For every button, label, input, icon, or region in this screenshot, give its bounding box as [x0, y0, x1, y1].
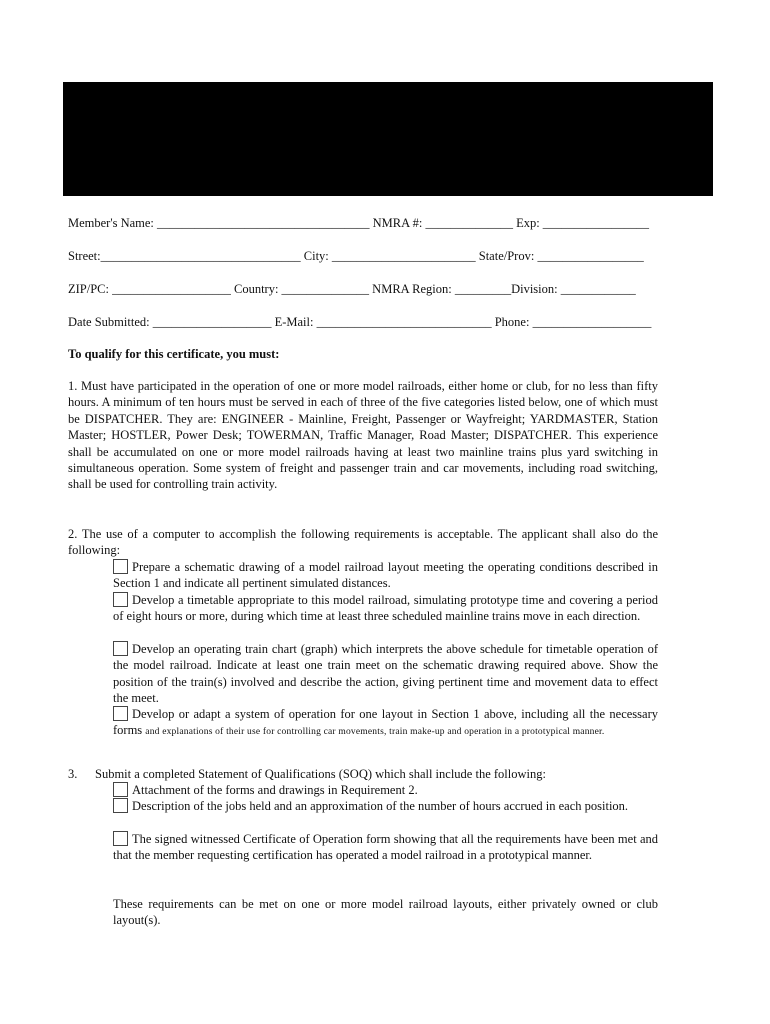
req3-item-certificate: The signed witnessed Certificate of Operation form showing that all the requirements have been met and that the member requesting certification has operated a model railroad in a prototypical manner. [113, 832, 658, 863]
requirement-2-intro: 2. The use of a computer to accomplish the following requirements is acceptable. The applicant shall also do the following: [68, 527, 658, 558]
req2-item-timetable: Develop a timetable appropriate to this model railroad, simulating prototype time and covering a period of eight hours or more, during which time at least three scheduled mainline trains move in each direction. [113, 593, 658, 624]
checkbox[interactable] [113, 782, 128, 797]
street-row[interactable]: Street:________________________________ City: _______________________ State/Prov: _________________ [68, 249, 644, 263]
checkbox[interactable] [113, 706, 128, 721]
requirement-3-number: 3. [68, 767, 78, 781]
date-submitted-row[interactable]: Date Submitted: ___________________ E-Mail: ____________________________ Phone: ___________________ [68, 315, 652, 329]
redacted-header-banner [63, 82, 713, 196]
req3-item-description: Description of the jobs held and an approximation of the number of hours accrued in each position. [113, 798, 678, 814]
requirement-1: 1. Must have participated in the operation of one or more model railroads, either home or club, for no less than fifty hours. A minimum of ten hours must be served in each of three of the five categories listed below, one of which must be DISPATCHER. They are: ENGINEER - Mainline, Freight, Passenger or Wayfreight; YARDMASTER, Station Master; HOSTLER, Power Desk; TOWERMAN, Traffic Manager, Road Master; DISPATCHER. This experience shall be accumulated on one or more model railroads having at least two mainline trains plus yard switching in simultaneous operation. Some system of freight and passenger train and car movements, including road switching, shall be used for controlling train activity. [68, 379, 658, 492]
requirement-3-intro: Submit a completed Statement of Qualifications (SOQ) which shall include the following: [95, 767, 546, 781]
zip-row[interactable]: ZIP/PC: ___________________ Country: ______________ NMRA Region: _________Division: ____________ [68, 282, 636, 296]
checkbox[interactable] [113, 641, 128, 656]
checkbox[interactable] [113, 831, 128, 846]
req2-item-operation-system: Develop or adapt a system of operation for one layout in Section 1 above, including all the necessary forms and explanations of their use for controlling car movements, train make-up and operation in a prototypical manner. [113, 707, 658, 738]
checkbox[interactable] [113, 559, 128, 574]
member-name-row[interactable]: Member's Name: __________________________________ NMRA #: ______________ Exp: _________________ [68, 216, 650, 230]
qualify-heading: To qualify for this certificate, you must: [68, 347, 280, 361]
checkbox[interactable] [113, 798, 128, 813]
closing-note: These requirements can be met on one or more model railroad layouts, either privately owned or club layout(s). [113, 897, 658, 928]
req2-item-train-chart: Develop an operating train chart (graph) which interprets the above schedule for timetable operation of the model railroad. Indicate at least one train meet on the schematic drawing required above. Show the position of the train(s) involved and describe the action, giving pertinent time and movement data to effect the meet. [113, 642, 658, 706]
checkbox[interactable] [113, 592, 128, 607]
req3-item-attachment: Attachment of the forms and drawings in Requirement 2. [113, 782, 658, 798]
req2-item-schematic: Prepare a schematic drawing of a model railroad layout meeting the operating conditions described in Section 1 and indicate all pertinent simulated distances. [113, 560, 658, 591]
